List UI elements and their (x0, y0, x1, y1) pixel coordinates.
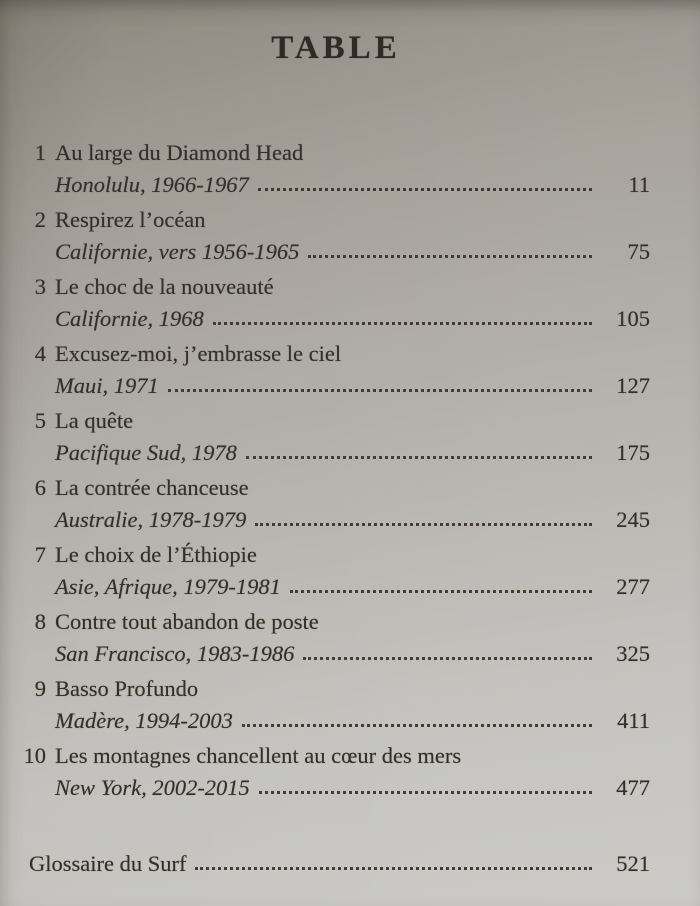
toc-entry (22, 405, 650, 469)
chapter-subtitle-line (22, 303, 650, 335)
toc-entry (22, 539, 650, 603)
chapter-number: 9 (34, 676, 46, 701)
chapter-subtitle: Californie, vers 1956-1965 (55, 239, 300, 264)
chapter-title-line (22, 472, 650, 504)
chapter-title: Les montagnes chancellent au cœur des mers (55, 743, 462, 768)
chapter-subtitle: Californie, 1968 (55, 306, 204, 331)
dot-leader (242, 724, 592, 727)
chapter-title: Le choix de l’Éthiopie (55, 542, 257, 567)
chapter-title-line (22, 204, 650, 236)
chapter-subtitle: Maui, 1971 (55, 373, 159, 398)
glossary-row (22, 848, 650, 880)
chapter-title-line (22, 338, 650, 370)
toc-entry (22, 137, 650, 201)
toc-entry (22, 472, 650, 536)
page-number: 127 (616, 373, 650, 398)
chapter-title-line (22, 405, 650, 437)
dot-leader (213, 322, 592, 325)
page-number: 75 (627, 239, 650, 264)
toc-entry (22, 673, 650, 737)
glossary-title: Glossaire du Surf (29, 851, 187, 876)
chapter-title-line (22, 539, 650, 571)
dot-leader (303, 657, 592, 660)
chapter-subtitle: Madère, 1994-2003 (55, 708, 233, 733)
toc-entry (22, 606, 650, 670)
chapter-subtitle: New York, 2002-2015 (55, 775, 250, 800)
page-number: 11 (628, 172, 650, 197)
chapter-number: 4 (34, 341, 46, 366)
chapter-title: La quête (55, 408, 134, 433)
chapter-title: Le choc de la nouveauté (55, 274, 274, 299)
dot-leader (259, 791, 592, 794)
chapter-subtitle-line (22, 571, 650, 603)
page-number: 245 (616, 507, 650, 532)
chapter-subtitle-line (22, 638, 650, 670)
page-number: 277 (616, 574, 650, 599)
chapter-title-line (22, 137, 650, 169)
dot-leader (258, 188, 592, 191)
chapter-title-line (22, 606, 650, 638)
chapter-number: 3 (34, 274, 46, 299)
chapter-subtitle: San Francisco, 1983-1986 (55, 641, 295, 666)
chapter-title-line (22, 673, 650, 705)
chapter-subtitle: Pacifique Sud, 1978 (55, 440, 237, 465)
chapter-number: 8 (34, 609, 46, 634)
dot-leader (308, 255, 592, 258)
chapter-subtitle: Australie, 1978-1979 (55, 507, 247, 532)
dot-leader (255, 523, 592, 526)
chapter-title: Respirez l’océan (55, 207, 206, 232)
chapter-number: 1 (34, 140, 46, 165)
page-number: 477 (616, 775, 650, 800)
chapter-subtitle-line (22, 236, 650, 268)
toc-entry (22, 740, 650, 804)
toc-entry (22, 271, 650, 335)
chapter-number: 6 (34, 475, 46, 500)
chapter-number: 2 (34, 207, 46, 232)
chapter-title-line (22, 740, 650, 772)
chapter-title: Contre tout abandon de poste (55, 609, 319, 634)
dot-leader (246, 456, 592, 459)
chapter-title: Basso Profundo (55, 676, 199, 701)
page-number: 325 (616, 641, 650, 666)
chapter-title-line (22, 271, 650, 303)
page-number: 521 (616, 851, 650, 876)
chapter-subtitle-line (22, 370, 650, 402)
chapter-subtitle-line (22, 772, 650, 804)
toc-entry (22, 338, 650, 402)
chapter-title: Au large du Diamond Head (55, 140, 304, 165)
chapter-subtitle-line (22, 705, 650, 737)
chapter-title: Excusez-moi, j’embrasse le ciel (55, 341, 342, 366)
chapter-number: 10 (23, 743, 46, 768)
chapter-subtitle-line (22, 504, 650, 536)
toc-entry (22, 204, 650, 268)
chapter-subtitle-line (22, 437, 650, 469)
dot-leader (195, 867, 592, 870)
dot-leader (290, 590, 592, 593)
page-number: 105 (616, 306, 650, 331)
dot-leader (168, 389, 592, 392)
chapter-subtitle-line (22, 169, 650, 201)
page-number: 411 (617, 708, 650, 733)
chapter-subtitle: Honolulu, 1966-1967 (55, 172, 249, 197)
chapter-subtitle: Asie, Afrique, 1979-1981 (55, 574, 281, 599)
page-number: 175 (616, 440, 650, 465)
toc-entries (22, 137, 650, 804)
chapter-number: 7 (34, 542, 46, 567)
chapter-number: 5 (34, 408, 46, 433)
chapter-title: La contrée chanceuse (55, 475, 249, 500)
page-title: TABLE (271, 30, 401, 66)
